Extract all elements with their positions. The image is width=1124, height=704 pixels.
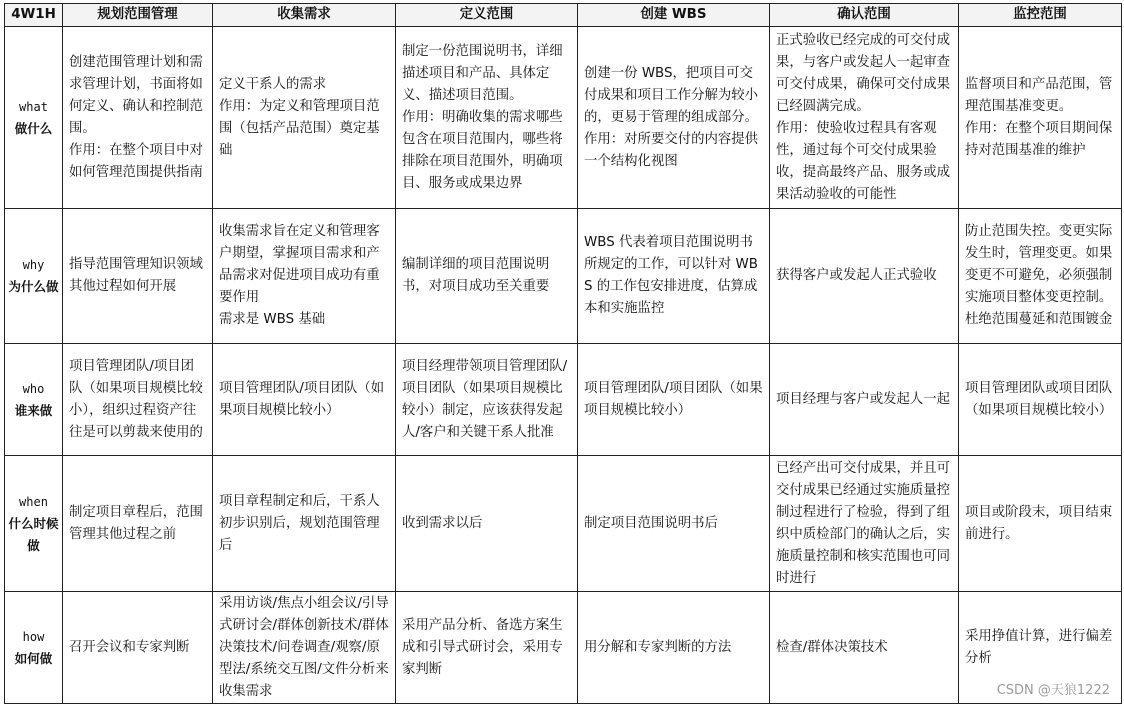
table-cell: 项目管理团队/项目团队（如果项目规模比较小），组织过程资产往往是可以剪裁来使用的 bbox=[63, 344, 213, 456]
header-control-scope: 监控范围 bbox=[959, 4, 1122, 27]
4w1h-table bbox=[4, 3, 1122, 704]
header-collect-requirements: 收集需求 bbox=[213, 4, 396, 27]
row-label-en: how bbox=[22, 629, 45, 644]
table-cell: 项目管理团队或项目团队（如果项目规模比较小） bbox=[959, 344, 1122, 456]
table-cell: 制定项目章程后，范围管理其他过程之前 bbox=[63, 456, 213, 592]
row-label-en: why bbox=[22, 258, 45, 272]
header-plan-scope: 规划范围管理 bbox=[63, 4, 213, 27]
table-cell: 检查/群体决策技术 bbox=[770, 592, 959, 704]
table-cell: 项目章程制定和后，干系人初步识别后，规划范围管理后 bbox=[213, 456, 396, 592]
table-cell: 防止范围失控。变更实际发生时，管理变更。如果变更不可避免，必须强制实施项目整体变更控制。杜绝范围蔓延和范围镀金 bbox=[959, 209, 1122, 344]
table-cell: 制定项目范围说明书后 bbox=[578, 456, 770, 592]
table-cell: 定义干系人的需求 作用：为定义和管理项目范围（包括产品范围）奠定基础 bbox=[213, 27, 396, 209]
table-row-how bbox=[5, 592, 1122, 704]
watermark: CSDN @天狼1222 bbox=[996, 683, 1110, 698]
header-define-scope: 定义范围 bbox=[396, 4, 578, 27]
row-label-zh: 什么时候做 bbox=[8, 515, 59, 553]
table-cell: 创建一份 WBS，把项目可交付成果和项目工作分解为较小的，更易于管理的组成部分。 作用：对所要交付的内容提供一个结构化视图 bbox=[578, 27, 770, 209]
row-label-en: who bbox=[22, 381, 45, 396]
table-cell: 用分解和专家判断的方法 bbox=[578, 592, 770, 704]
row-label-zh: 为什么做 bbox=[8, 279, 59, 294]
table-cell: 项目或阶段末，项目结束前进行。 bbox=[959, 456, 1122, 592]
table-cell: 项目管理团队/项目团队（如果项目规模比较小） bbox=[213, 344, 396, 456]
table-cell: 创建范围管理计划和需求管理计划，书面将如何定义、确认和控制范围。 作用：在整个项目中对如何管理范围提供指南 bbox=[63, 27, 213, 209]
table-cell: WBS 代表着项目范围说明书所规定的工作，可以针对 WBS 的工作包安排进度，估算成本和实施监控 bbox=[578, 209, 770, 344]
row-header-how bbox=[5, 592, 63, 704]
header-4w1h: 4W1H bbox=[5, 4, 63, 27]
header-create-wbs: 创建 WBS bbox=[578, 4, 770, 27]
table-cell: 采用挣值计算，进行偏差分析 bbox=[959, 592, 1122, 704]
table-row-why bbox=[5, 209, 1122, 344]
row-label-zh: 如何做 bbox=[14, 650, 53, 666]
row-header-what bbox=[5, 27, 63, 209]
table-cell: 编制详细的项目范围说明书，对项目成功至关重要 bbox=[396, 209, 578, 344]
table-cell: 监督项目和产品范围，管理范围基准变更。 作用：在整个项目期间保持对范围基准的维护 bbox=[959, 27, 1122, 209]
row-header-when bbox=[5, 456, 63, 592]
row-header-why bbox=[5, 209, 63, 344]
row-label-en: what bbox=[19, 99, 48, 114]
table-cell: 采用访谈/焦点小组会议/引导式研讨会/群体创新技术/群体决策技术/问卷调查/观察/原型法/系统交互图/文件分析来收集需求 bbox=[213, 592, 396, 704]
table-cell: 采用产品分析、备选方案生成和引导式研讨会，采用专家判断 bbox=[396, 592, 578, 704]
row-label-zh: 做什么 bbox=[14, 120, 53, 136]
table-cell: 项目经理带领项目管理团队/项目团队（如果项目规模比较小）制定，应该获得发起人/客户和关键干系人批准 bbox=[396, 344, 578, 456]
row-header-who bbox=[5, 344, 63, 456]
table-cell: 已经产出可交付成果，并且可交付成果已经通过实施质量控制过程进行了检验，得到了组织中质检部门的确认之后，实施质量控制和核实范围也可同时进行 bbox=[770, 456, 959, 592]
table-row-when bbox=[5, 456, 1122, 592]
table-cell: 正式验收已经完成的可交付成果，与客户或发起人一起审查可交付成果，确保可交付成果已经圆满完成。 作用：使验收过程具有客观性，通过每个可交付成果验收，提高最终产品、服务或成果活动验收的可能性 bbox=[770, 27, 959, 209]
table-cell: 召开会议和专家判断 bbox=[63, 592, 213, 704]
table-cell: 获得客户或发起人正式验收 bbox=[770, 209, 959, 344]
header-row bbox=[5, 4, 1122, 27]
header-validate-scope: 确认范围 bbox=[770, 4, 959, 27]
table-row-what bbox=[5, 27, 1122, 209]
table-cell: 项目经理与客户或发起人一起 bbox=[770, 344, 959, 456]
table-cell: 收集需求旨在定义和管理客户期望，掌握项目需求和产品需求对促进项目成功有重要作用 需求是 WBS 基础 bbox=[213, 209, 396, 344]
table-row-who bbox=[5, 344, 1122, 456]
table-cell: 制定一份范围说明书，详细描述项目和产品、具体定义、描述项目范围。 作用：明确收集的需求哪些包含在项目范围内，哪些将排除在项目范围外，明确项目、服务或成果边界 bbox=[396, 27, 578, 209]
table-cell: 收到需求以后 bbox=[396, 456, 578, 592]
row-label-zh: 谁来做 bbox=[14, 402, 53, 418]
table-cell: 项目管理团队/项目团队（如果项目规模比较小） bbox=[578, 344, 770, 456]
row-label-en: when bbox=[19, 494, 48, 509]
table-cell: 指导范围管理知识领域其他过程如何开展 bbox=[63, 209, 213, 344]
